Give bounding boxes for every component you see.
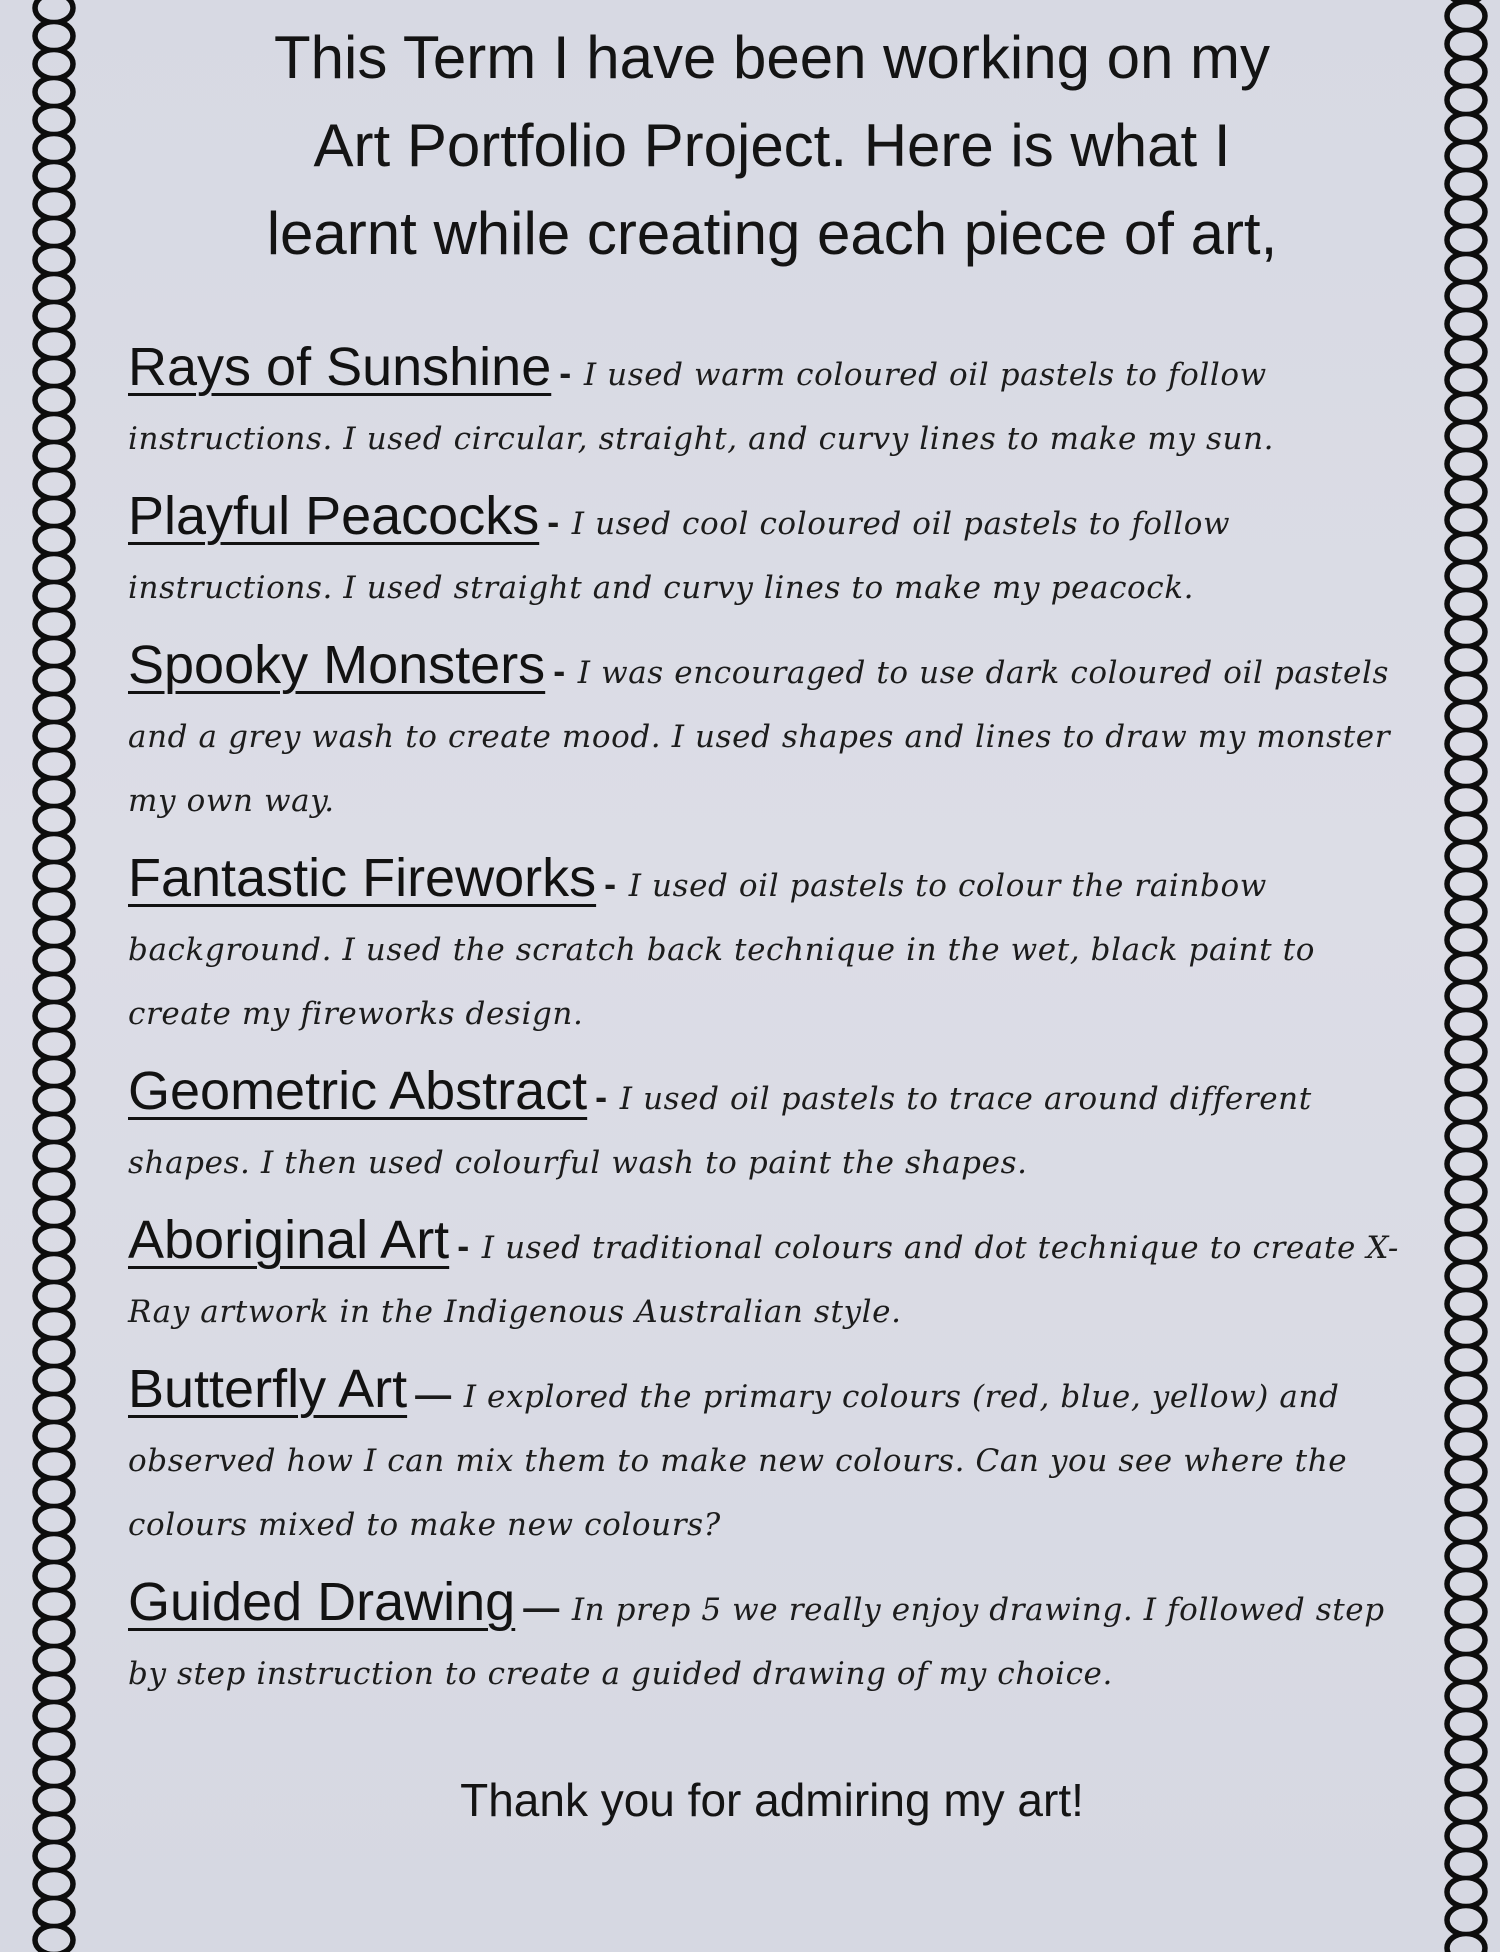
artwork-list	[128, 335, 1418, 1719]
artwork-description: In prep 5 we really enjoy drawing. I followed step by step instruction to create a guided drawing of my choice.	[128, 1592, 1385, 1692]
artwork-description: I used traditional colours and dot technique to create X-Ray artwork in the Indigenous Australian style.	[128, 1230, 1399, 1330]
artwork-description: I used cool coloured oil pastels to follow instructions. I used straight and curvy lines to make my peacock.	[128, 506, 1231, 606]
title-dash: —	[523, 1587, 560, 1628]
title-dash: -	[559, 352, 572, 393]
title-dash: —	[415, 1374, 452, 1415]
artwork-entry-aboriginal-art	[128, 1208, 1418, 1344]
chain-loop-border-left-icon	[26, 0, 82, 1952]
artwork-entry-geometric-abstract	[128, 1059, 1418, 1195]
page-heading	[112, 14, 1432, 278]
artwork-description: I used warm coloured oil pastels to follow instructions. I used circular, straight, and curvy lines to make my sun.	[128, 357, 1275, 457]
title-dash: -	[553, 650, 566, 691]
artwork-title: Geometric Abstract	[128, 1061, 588, 1121]
heading-line-3: learnt while creating each piece of art,	[266, 200, 1278, 267]
chain-border-left	[26, 0, 82, 1952]
artwork-description: I used oil pastels to trace around different shapes. I then used colourful wash to paint the shapes.	[128, 1081, 1312, 1181]
artwork-description: I used oil pastels to colour the rainbow background. I used the scratch back technique in the wet, black paint to create my fireworks design.	[128, 868, 1315, 1032]
artwork-title: Aboriginal Art	[128, 1210, 450, 1270]
chain-loop-border-right-icon	[1438, 0, 1494, 1952]
artwork-entry-fantastic-fireworks	[128, 846, 1418, 1046]
artwork-description: I explored the primary colours (red, blue, yellow) and observed how I can mix them to make new colours. Can you see where the colours mixed to make new colours?	[128, 1379, 1348, 1543]
worksheet-content	[112, 0, 1432, 1952]
closing-message: Thank you for admiring my art!	[460, 1774, 1084, 1826]
artwork-entry-playful-peacocks	[128, 484, 1418, 620]
artwork-entry-butterfly-art	[128, 1357, 1418, 1557]
artwork-title: Rays of Sunshine	[128, 337, 552, 397]
artwork-title: Spooky Monsters	[128, 635, 546, 695]
artwork-entry-guided-drawing	[128, 1570, 1418, 1706]
artwork-title: Playful Peacocks	[128, 486, 540, 546]
artwork-title: Guided Drawing	[128, 1572, 516, 1632]
heading-line-1: This Term I have been working on my	[273, 24, 1270, 91]
title-dash: -	[457, 1225, 470, 1266]
heading-line-2: Art Portfolio Project. Here is what I	[313, 112, 1231, 179]
artwork-title: Fantastic Fireworks	[128, 848, 597, 908]
title-dash: -	[547, 501, 560, 542]
artwork-title: Butterfly Art	[128, 1359, 408, 1419]
title-dash: -	[595, 1076, 608, 1117]
title-dash: -	[604, 863, 617, 904]
artwork-description: I was encouraged to use dark coloured oil pastels and a grey wash to create mood. I used shapes and lines to draw my monster my own way.	[128, 655, 1391, 819]
artwork-entry-spooky-monsters	[128, 633, 1418, 833]
artwork-entry-rays-of-sunshine	[128, 335, 1418, 471]
chain-border-right	[1438, 0, 1494, 1952]
